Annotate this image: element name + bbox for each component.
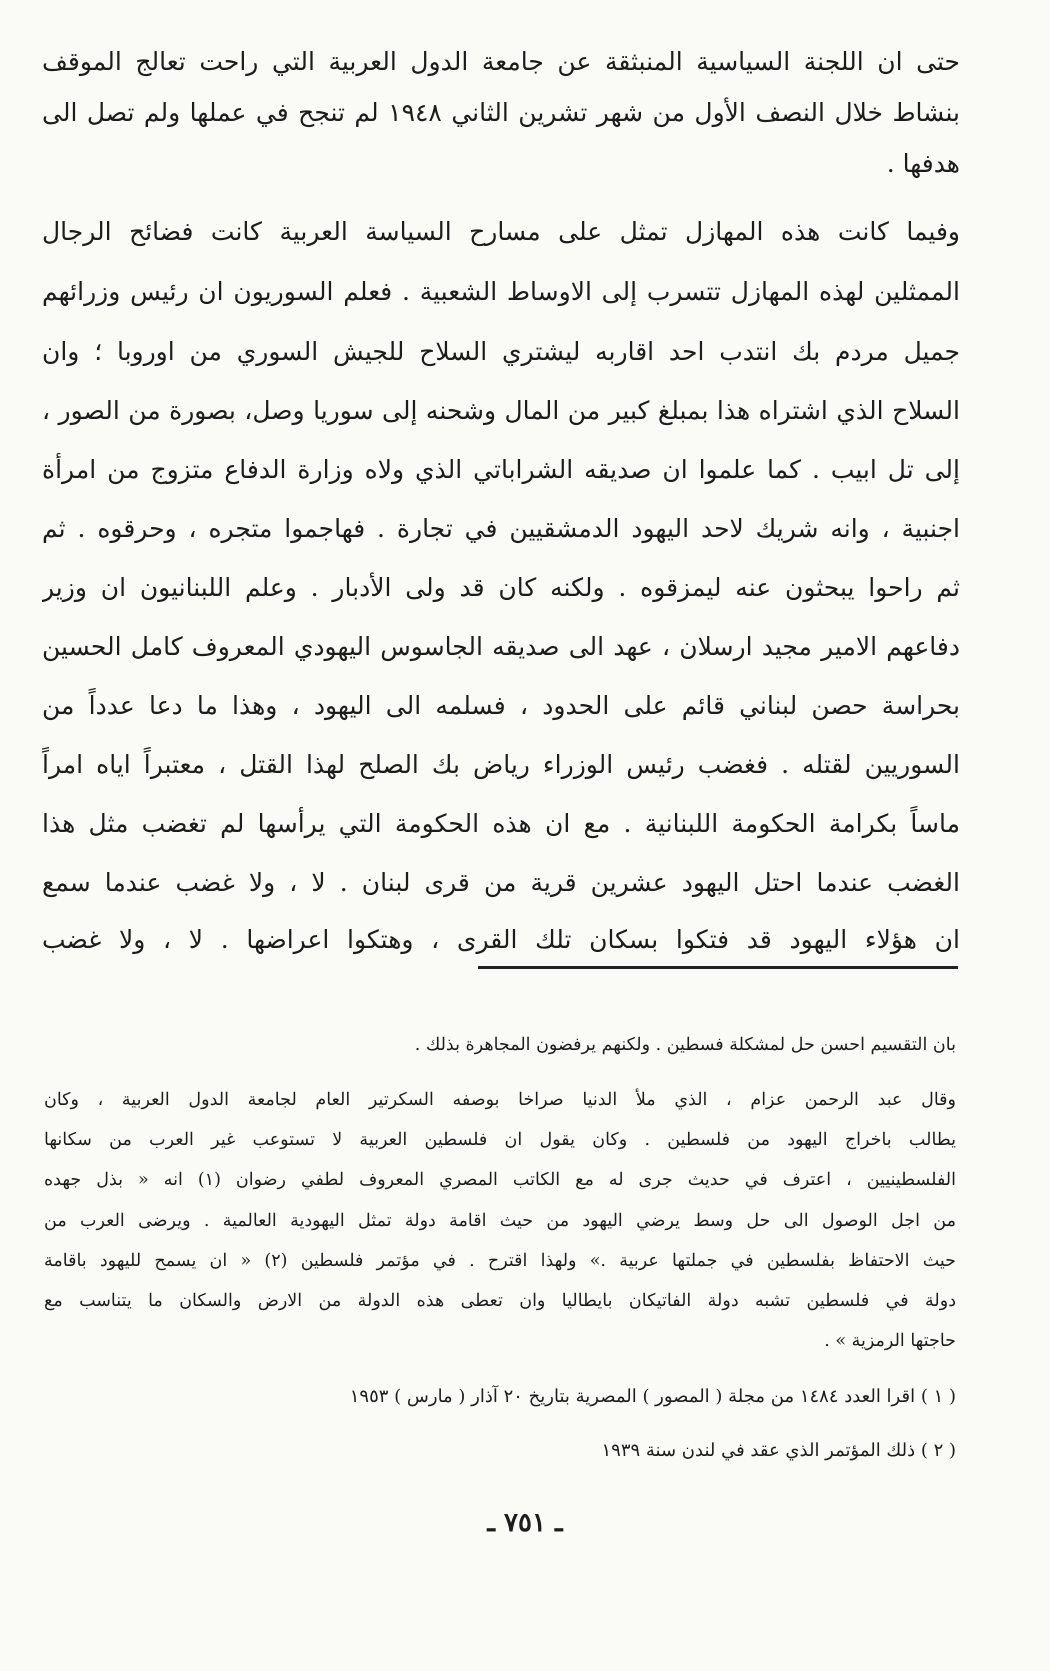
footnote-line: وقال عبد الرحمن عزام ، الذي ملأ الدنيا صراخا بوصفه السكرتير العام لجامعة الدول العربية ، وكان bbox=[44, 1090, 956, 1110]
reference-1: ( ١ ) اقرا العدد ١٤٨٤ من مجلة ( المصور ) المصرية بتاريخ ٢٠ آذار ( مارس ) ١٩٥٣ bbox=[349, 1386, 956, 1407]
body-line: الغضب عندما احتل اليهود عشرين قرية من قرى لبنان . لا ، ولا غضب عندما سمع bbox=[42, 868, 960, 897]
body-line: ان هؤلاء اليهود قد فتكوا بسكان تلك القرى ، وهتكوا اعراضها . لا ، ولا غضب bbox=[42, 925, 960, 954]
body-line: إلى تل ابيب . كما علموا ان صديقه الشراباتي الذي ولاه وزارة الدفاع متزوج من امرأة bbox=[42, 455, 960, 484]
body-line: ماساً بكرامة الحكومة اللبنانية . مع ان هذه الحكومة التي يرأسها لم تغضب مثل هذا bbox=[42, 809, 960, 838]
footnote-line: حاجتها الرمزية » . bbox=[824, 1331, 956, 1351]
footnote-line: حيث الاحتفاظ بفلسطين في جملتها عربية .» ولهذا اقترح . في مؤتمر فلسطين (٢) « ان يسمح لليهود باقامة bbox=[44, 1251, 956, 1271]
body-line: اجنبية ، وانه شريك لاحد اليهود الدمشقيين في تجارة . فهاجموا متجره ، وحرقوه . ثم bbox=[42, 514, 960, 543]
footnote-line: يطالب باخراج اليهود من فلسطين . وكان يقول ان فلسطين العربية لا تستوعب غير العرب من سكانها bbox=[44, 1130, 956, 1150]
body-line: دفاعهم الامير مجيد ارسلان ، عهد الى صديقه الجاسوس اليهودي المعروف كامل الحسين bbox=[42, 632, 960, 661]
footnote-line: من اجل الوصول الى حل وسط يرضي اليهود من حيث اقامة دولة تمثل اليهودية العالمية . ويرضى العرب من bbox=[44, 1211, 956, 1231]
body-line: السلاح الذي اشتراه هذا بمبلغ كبير من المال وشحنه إلى سوريا وصل، بصورة من الصور ، bbox=[42, 396, 960, 425]
footnote-line: دولة في فلسطين تشبه دولة الفاتيكان بايطاليا وان تعطى هذه الدولة من الارض والسكان ما يتناسب مع bbox=[44, 1291, 956, 1311]
footnote-separator bbox=[478, 966, 958, 969]
reference-2: ( ٢ ) ذلك المؤتمر الذي عقد في لندن سنة ١٩٣٩ bbox=[601, 1440, 956, 1461]
body-line: جميل مردم بك انتدب احد اقاربه ليشتري السلاح للجيش السوري من اوروبا ؛ وان bbox=[42, 337, 960, 366]
body-line: بحراسة حصن لبناني قائم على الحدود ، فسلمه الى اليهود ، وهذا ما دعا عدداً من bbox=[42, 691, 960, 720]
body-line: بنشاط خلال النصف الأول من شهر تشرين الثاني ١٩٤٨ لم تنجح في عملها ولم تصل الى bbox=[42, 98, 960, 127]
body-line: حتى ان اللجنة السياسية المنبثقة عن جامعة الدول العربية التي راحت تعالج الموقف bbox=[42, 47, 960, 76]
body-line: ثم راحوا يبحثون عنه ليمزقوه . ولكنه كان قد ولى الأدبار . وعلم اللبنانيون ان وزير bbox=[42, 573, 960, 602]
body-line: وفيما كانت هذه المهازل تمثل على مسارح السياسة العربية كانت فضائح الرجال bbox=[42, 217, 960, 246]
body-line: هدفها . bbox=[886, 149, 960, 178]
page-number: ـ ٧٥١ ـ bbox=[487, 1508, 563, 1538]
footnote-line: بان التقسيم احسن حل لمشكلة فسطين . ولكنهم يرفضون المجاهرة بذلك . bbox=[414, 1035, 956, 1055]
body-line: الممثلين لهذه المهازل تتسرب إلى الاوساط الشعبية . فعلم السوريون ان رئيس وزرائهم bbox=[42, 277, 960, 306]
body-line: السوريين لقتله . فغضب رئيس الوزراء رياض بك الصلح لهذا القتل ، معتبراً اياه امراً bbox=[42, 750, 960, 779]
footnote-line: الفلسطينيين ، اعترف في حديث جرى له مع الكاتب المصري المعروف لطفي رضوان (١) انه « بذل جهده bbox=[44, 1170, 956, 1190]
